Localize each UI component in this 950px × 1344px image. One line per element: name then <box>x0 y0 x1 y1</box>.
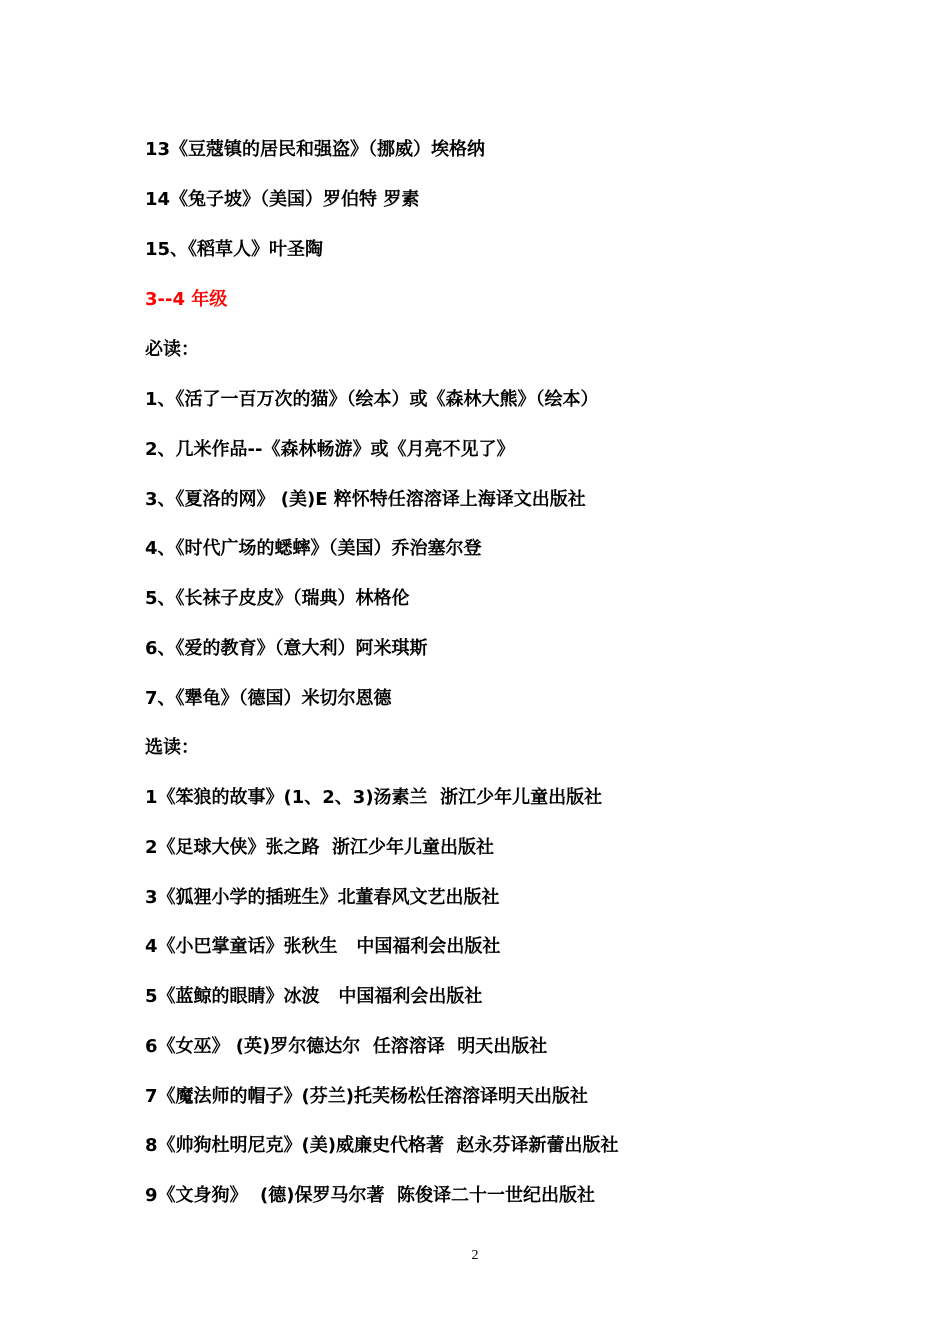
optional-item-1: 1《笨狼的故事》(1、2、3)汤素兰 浙江少年儿童出版社 <box>145 787 603 808</box>
optional-item-3: 3《狐狸小学的插班生》北董春风文艺出版社 <box>145 887 500 908</box>
required-heading: 必读： <box>145 339 199 360</box>
optional-item-8: 8《帅狗杜明尼克》(美)威廉史代格著 赵永芬译新蕾出版社 <box>145 1135 619 1156</box>
required-item-2: 2、几米作品--《森林畅游》或《月亮不见了》 <box>145 439 515 460</box>
optional-heading: 选读： <box>145 737 199 758</box>
grade-heading: 3--4 年级 <box>145 289 228 310</box>
required-item-7: 7、《犟龟》（德国）米切尔恩德 <box>145 688 392 709</box>
required-item-6: 6、《爱的教育》（意大利）阿米琪斯 <box>145 638 428 659</box>
optional-item-5: 5《蓝鲸的眼睛》冰波 中国福利会出版社 <box>145 986 483 1007</box>
required-item-1: 1、《活了一百万次的猫》（绘本）或《森林大熊》（绘本） <box>145 389 599 410</box>
list-item-top-14: 14《兔子坡》（美国）罗伯特 罗素 <box>145 189 420 210</box>
optional-item-4: 4《小巴掌童话》张秋生 中国福利会出版社 <box>145 936 501 957</box>
list-item-top-15: 15、《稻草人》叶圣陶 <box>145 239 324 260</box>
required-item-3: 3、《夏洛的网》 (美)E 粹怀特任溶溶译上海译文出版社 <box>145 489 586 510</box>
list-item-top-13: 13《豆蔻镇的居民和强盗》（挪威）埃格纳 <box>145 139 486 160</box>
optional-item-6: 6《女巫》 (英)罗尔德达尔 任溶溶译 明天出版社 <box>145 1036 548 1057</box>
required-item-5: 5、《长袜子皮皮》（瑞典）林格伦 <box>145 588 410 609</box>
optional-item-9: 9《文身狗》 (德)保罗马尔著 陈俊译二十一世纪出版社 <box>145 1185 596 1206</box>
page-number: 2 <box>471 1248 479 1263</box>
optional-item-7: 7《魔法师的帽子》(芬兰)托芙杨松任溶溶译明天出版社 <box>145 1086 588 1107</box>
optional-item-2: 2《足球大侠》张之路 浙江少年儿童出版社 <box>145 837 495 858</box>
required-item-4: 4、《时代广场的蟋蟀》（美国）乔治塞尔登 <box>145 538 482 559</box>
